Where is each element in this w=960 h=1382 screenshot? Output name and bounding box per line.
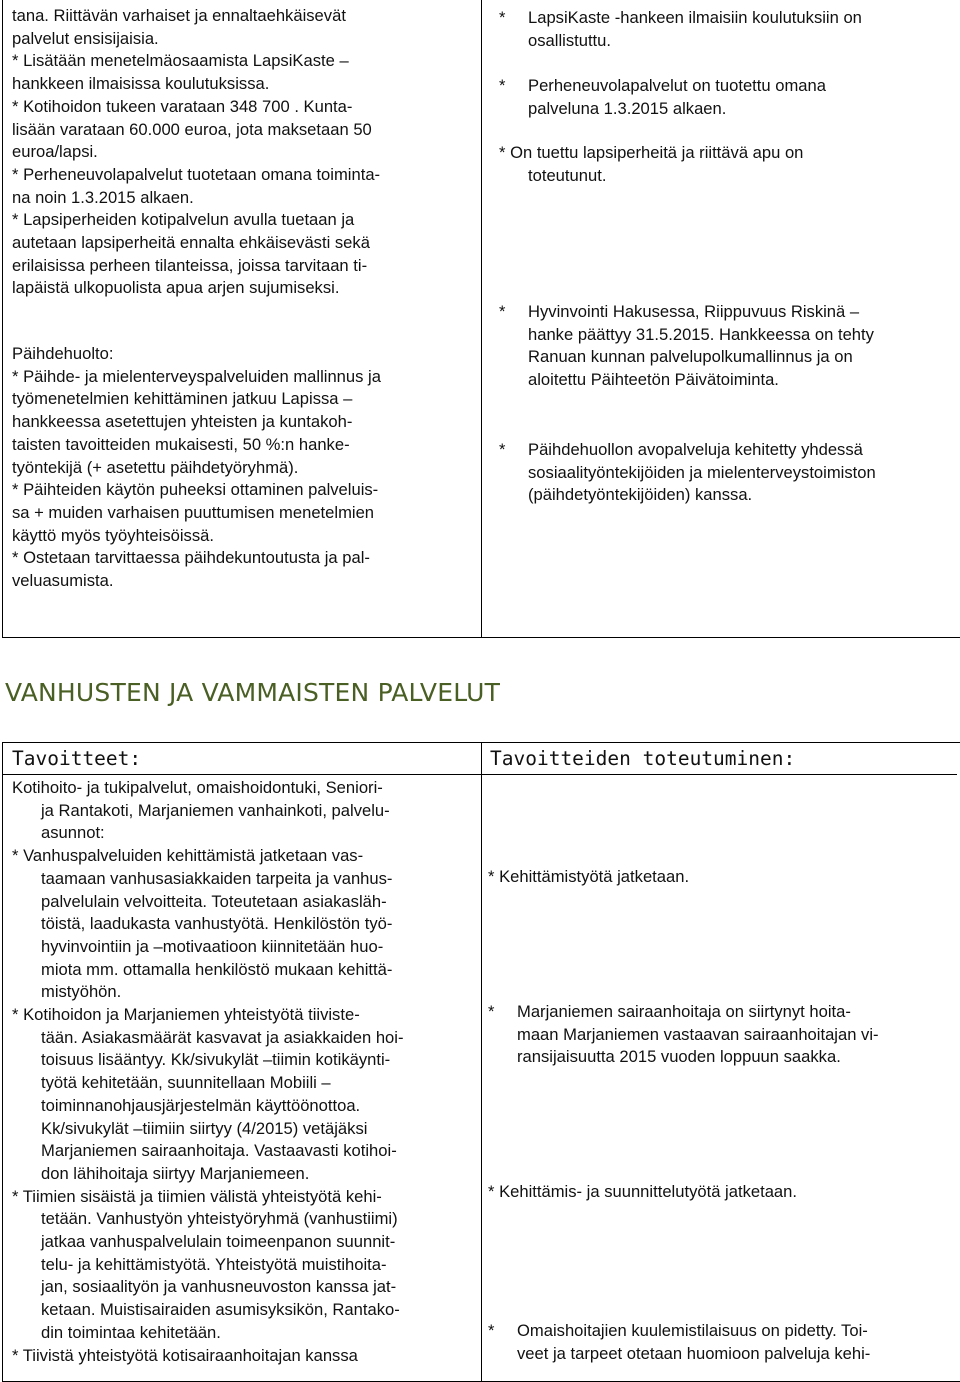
text-line: * Lisätään menetelmäosaamista LapsiKaste –	[12, 50, 380, 73]
result-sairaanhoitaja	[517, 1001, 879, 1069]
text-line: Marjaniemen sairaanhoitaja. Vastaavasti kotihoi-	[12, 1140, 404, 1163]
text-line: * Kehittämis- ja suunnittelutyötä jatketaan.	[488, 1181, 797, 1204]
text-line: Ranuan kunnan palvelupolkumallinnus ja on	[528, 346, 874, 369]
text-line: * On tuettu lapsiperheitä ja riittävä apu on	[499, 142, 803, 165]
result-hyvinvointi	[528, 301, 874, 392]
text-line: sa + muiden varhaisen puuttumisen menetelmien	[12, 502, 381, 525]
text-line: telu- ja kehittämistyötä. Yhteistyötä muistihoita-	[12, 1254, 404, 1277]
text-line: ransijaisuutta 2015 vuoden loppuun saakka.	[517, 1046, 879, 1069]
text-line: ja Rantakoti, Marjaniemen vanhainkoti, palvelu-	[12, 800, 404, 823]
text-line: taisten tavoitteiden mukaisesti, 50 %:n hanke-	[12, 434, 381, 457]
text-line: na noin 1.3.2015 alkaen.	[12, 187, 380, 210]
text-line: palvelut ensisijaisia.	[12, 28, 380, 51]
text-line: * Omaishoitajien kuulemistilaisuus on pidetty. Toi-	[517, 1320, 870, 1343]
text-line: sosiaalityöntekijöiden ja mielenterveystoimiston	[528, 462, 876, 485]
section-title: VANHUSTEN JA VAMMAISTEN PALVELUT	[5, 678, 500, 707]
text-line: palvelulain velvoitteita. Toteutetaan asiakasläh-	[12, 891, 404, 914]
text-line: * Tiimien sisäistä ja tiimien välistä yhteistyötä kehi-	[12, 1186, 404, 1209]
bullet-star: *	[488, 1320, 494, 1343]
text-line: veluasumista.	[12, 570, 381, 593]
result-lapsiperheet	[499, 142, 803, 187]
text-line: * Hyvinvointi Hakusessa, Riippuvuus Riskinä –	[528, 301, 874, 324]
text-line: hanke päättyy 31.5.2015. Hankkeessa on tehty	[528, 324, 874, 347]
text-line: tetään. Vanhustyön yhteistyöryhmä (vanhustiimi)	[12, 1208, 404, 1231]
text-line: asunnot:	[12, 822, 404, 845]
text-line: veet ja tarpeet otetaan huomioon palveluja kehi-	[517, 1343, 870, 1366]
goals-heading-rule	[3, 774, 480, 775]
text-line: työmenetelmien kehittäminen jatkuu Lapissa –	[12, 388, 381, 411]
text-line: miota mm. ottamalla henkilöstö mukaan kehittä-	[12, 959, 404, 982]
text-line: aloitettu Päihteetön Päivätoiminta.	[528, 369, 874, 392]
text-line: * Kotihoidon tukeen varataan 348 700 . Kunta-	[12, 96, 380, 119]
text-line: mistyöhön.	[12, 981, 404, 1004]
text-line: din toimintaa kehitetään.	[12, 1322, 404, 1345]
text-line: taamaan vanhusasiakkaiden tarpeita ja vanhus-	[12, 868, 404, 891]
text-line: * Ostetaan tarvittaessa päihdekuntoutusta ja pal-	[12, 547, 381, 570]
bullet-star: *	[499, 75, 505, 98]
text-line: * Tiivistä yhteistyötä kotisairaanhoitajan kanssa	[12, 1345, 404, 1368]
text-line: ketaan. Muistisairaiden asumisyksikön, Rantako-	[12, 1299, 404, 1322]
result-perheneuvola	[528, 75, 826, 120]
text-line: autetaan lapsiperheitä ennalta ehkäisevästi sekä	[12, 232, 380, 255]
result-suunnittelutyo	[488, 1181, 797, 1204]
text-line: * Kehittämistyötä jatketaan.	[488, 866, 689, 889]
bullet-star: *	[499, 439, 505, 462]
results-heading-rule	[480, 774, 957, 775]
text-line: työtä kehitetään, suunnitellaan Mobiili –	[12, 1072, 404, 1095]
text-line: töistä, laadukasta vanhustyötä. Henkilöstön työ-	[12, 913, 404, 936]
text-line: * Perheneuvolapalvelut tuotetaan omana toiminta-	[12, 164, 380, 187]
paihdehuolto-section	[12, 343, 381, 593]
text-line: lapäistä ulkopuolista apua arjen sujumiseksi.	[12, 277, 380, 300]
text-line: toteutunut.	[499, 165, 803, 188]
text-line: don lähihoitaja siirtyy Marjaniemeen.	[12, 1163, 404, 1186]
text-line: palveluna 1.3.2015 alkaen.	[528, 98, 826, 121]
text-line: * Kotihoidon ja Marjaniemen yhteistyötä tiiviste-	[12, 1004, 404, 1027]
result-omaishoitajat	[517, 1320, 870, 1365]
paihdehuolto-heading: Päihdehuolto:	[12, 343, 381, 366]
text-line: tään. Asiakasmäärät kasvavat ja asiakkaiden hoi-	[12, 1027, 404, 1050]
text-line: hyvinvointiin ja –motivaatioon kiinnitetään huo-	[12, 936, 404, 959]
text-line: osallistuttu.	[528, 30, 862, 53]
text-line: työntekijä (+ asetettu päihdetyöryhmä).	[12, 457, 381, 480]
text-line: * Päihdehuollon avopalveluja kehitetty yhdessä	[528, 439, 876, 462]
top-left-intro	[12, 5, 380, 300]
bullet-star: *	[488, 1001, 494, 1024]
text-line: jatkaa vanhuspalvelulain toimeenpanon suunnit-	[12, 1231, 404, 1254]
text-line: hankkeen ilmaisissa koulutuksissa.	[12, 73, 380, 96]
goals-list	[12, 777, 404, 1367]
text-line: * LapsiKaste -hankeen ilmaisiin koulutuksiin on	[528, 7, 862, 30]
text-line: lisään varataan 60.000 euroa, jota maksetaan 50	[12, 119, 380, 142]
text-line: Kotihoito- ja tukipalvelut, omaishoidontuki, Seniori-	[12, 777, 404, 800]
goals-heading: Tavoitteet:	[12, 747, 141, 770]
text-line: * Päihde- ja mielenterveyspalveluiden mallinnus ja	[12, 366, 381, 389]
result-lapsikaste	[528, 7, 862, 52]
text-line: Kk/sivukylät –tiimiin siirtyy (4/2015) vetäjäksi	[12, 1118, 404, 1141]
text-line: euroa/lapsi.	[12, 141, 380, 164]
bullet-star: *	[499, 7, 505, 30]
text-line: käyttö myös työyhteisöissä.	[12, 525, 381, 548]
text-line: * Perheneuvolapalvelut on tuotettu omana	[528, 75, 826, 98]
text-line: (päihdetyöntekijöiden) kanssa.	[528, 484, 876, 507]
results-heading: Tavoitteiden toteutuminen:	[490, 747, 795, 770]
text-line: * Lapsiperheiden kotipalvelun avulla tuetaan ja	[12, 209, 380, 232]
text-line: toisuus lisääntyy. Kk/sivukylät –tiimin kotikäynti-	[12, 1049, 404, 1072]
text-line: * Marjaniemen sairaanhoitaja on siirtynyt hoita-	[517, 1001, 879, 1024]
text-line: erilaisissa perheen tilanteissa, joissa tarvitaan ti-	[12, 255, 380, 278]
text-line: * Päihteiden käytön puheeksi ottaminen palveluis-	[12, 479, 381, 502]
text-line: tana. Riittävän varhaiset ja ennaltaehkäisevät	[12, 5, 380, 28]
text-line: hankkeessa asetettujen yhteisten ja kuntakoh-	[12, 411, 381, 434]
text-line: maan Marjaniemen vastaavan sairaanhoitajan vi-	[517, 1024, 879, 1047]
text-line: * Vanhuspalveluiden kehittämistä jatketaan vas-	[12, 845, 404, 868]
bullet-star: *	[499, 301, 505, 324]
result-paihdehuolto	[528, 439, 876, 507]
text-line: jan, sosiaalityön ja vanhusneuvoston kanssa jat-	[12, 1276, 404, 1299]
text-line: toiminnanohjausjärjestelmän käyttöönottoa.	[12, 1095, 404, 1118]
result-kehittamistyo	[488, 866, 689, 889]
